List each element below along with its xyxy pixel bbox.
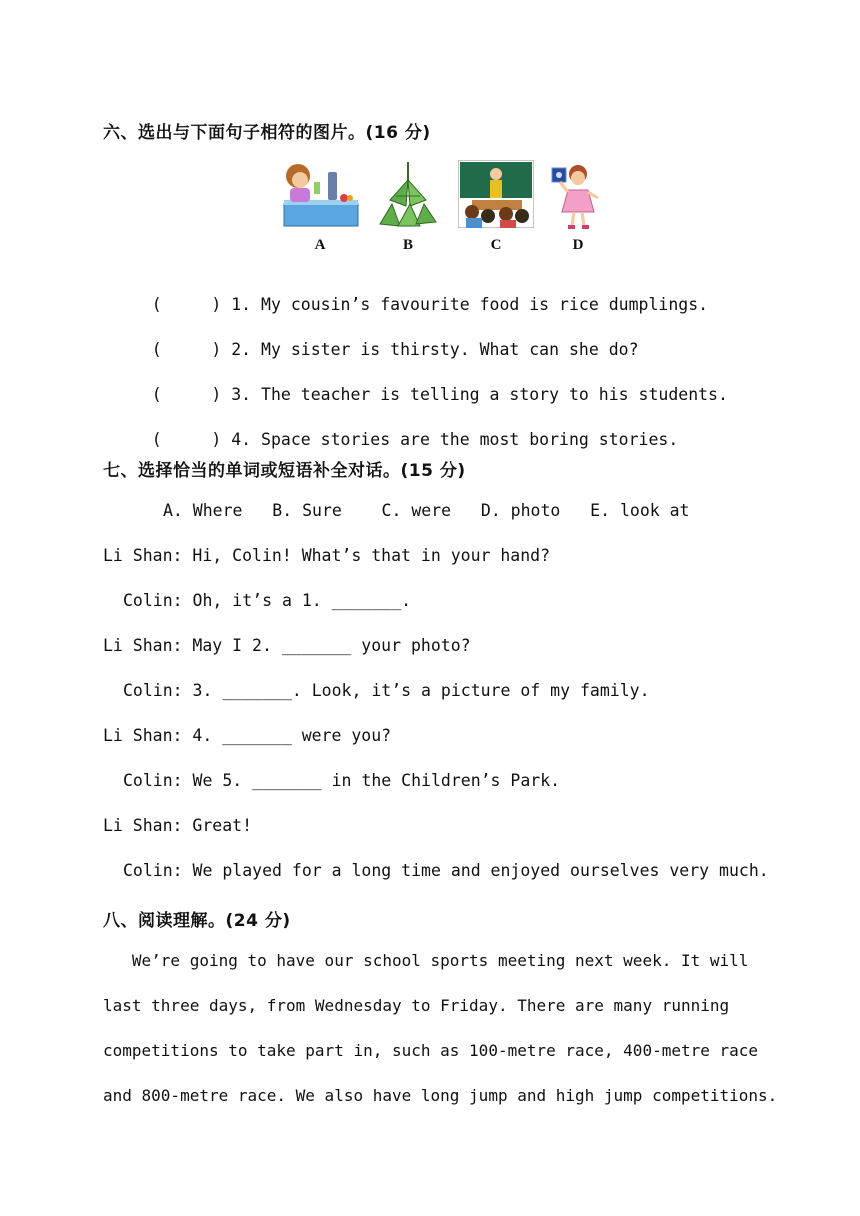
question-text: 3. The teacher is telling a story to his students. bbox=[231, 385, 728, 404]
picture-letter: D bbox=[572, 237, 584, 253]
speaker: Colin: bbox=[123, 681, 183, 700]
question-text: 4. Space stories are the most boring stories. bbox=[231, 430, 679, 449]
dialogue-line bbox=[123, 861, 769, 880]
dialogue-text: We 5. _______ in the Children’s Park. bbox=[182, 771, 561, 790]
speaker: Li Shan: bbox=[103, 546, 183, 565]
speaker: Colin: bbox=[123, 771, 183, 790]
dialogue-line bbox=[123, 591, 411, 610]
dialogue-text: May I 2. _______ your photo? bbox=[182, 636, 471, 655]
dialogue-line bbox=[103, 816, 252, 835]
answer-bracket[interactable]: ( ) bbox=[151, 340, 222, 359]
girl-space-poster-icon bbox=[550, 160, 602, 232]
picture-letter: A bbox=[314, 237, 326, 253]
dialogue-line bbox=[103, 546, 550, 565]
speaker: Colin: bbox=[123, 591, 183, 610]
dialogue-text: 3. _______. Look, it’s a picture of my family. bbox=[182, 681, 650, 700]
question-text: 2. My sister is thirsty. What can she do? bbox=[231, 340, 639, 359]
reading-line: last three days, from Wednesday to Friday. There are many running bbox=[103, 996, 730, 1015]
section6-heading: 六、选出与下面句子相符的图片。(16 分) bbox=[103, 123, 431, 143]
question-text: 1. My cousin’s favourite food is rice dumplings. bbox=[231, 295, 709, 314]
dialogue-line bbox=[123, 771, 560, 790]
dialogue-text: Hi, Colin! What’s that in your hand? bbox=[182, 546, 551, 565]
dialogue-line bbox=[123, 681, 650, 700]
reading-line: We’re going to have our school sports meeting next week. It will bbox=[103, 951, 749, 970]
section8-heading: 八、阅读理解。(24 分) bbox=[103, 911, 291, 931]
answer-bracket[interactable]: ( ) bbox=[151, 295, 222, 314]
picture-options bbox=[276, 160, 606, 256]
dialogue-text: We played for a long time and enjoyed ourselves very much. bbox=[182, 861, 769, 880]
picture-letter: B bbox=[402, 237, 413, 253]
dialogue-text: 4. _______ were you? bbox=[182, 726, 392, 745]
teacher-classroom-icon bbox=[458, 160, 534, 228]
answer-bracket[interactable]: ( ) bbox=[151, 430, 222, 449]
girl-drinking-icon bbox=[278, 160, 360, 232]
speaker: Li Shan: bbox=[103, 816, 183, 835]
reading-line: competitions to take part in, such as 100-metre race, 400-metre race bbox=[103, 1041, 759, 1060]
reading-line: and 800-metre race. We also have long jump and high jump competitions. bbox=[103, 1086, 778, 1105]
rice-dumplings-icon bbox=[376, 160, 440, 232]
speaker: Li Shan: bbox=[103, 636, 183, 655]
dialogue-line bbox=[103, 726, 391, 745]
section7-heading: 七、选择恰当的单词或短语补全对话。(15 分) bbox=[103, 461, 466, 481]
speaker: Colin: bbox=[123, 861, 183, 880]
dialogue-text: Oh, it’s a 1. _______. bbox=[182, 591, 412, 610]
word-options: A. Where B. Sure C. were D. photo E. look at bbox=[163, 501, 690, 520]
speaker: Li Shan: bbox=[103, 726, 183, 745]
dialogue-line bbox=[103, 636, 471, 655]
answer-bracket[interactable]: ( ) bbox=[151, 385, 222, 404]
dialogue-text: Great! bbox=[182, 816, 253, 835]
picture-letter: C bbox=[490, 237, 502, 253]
